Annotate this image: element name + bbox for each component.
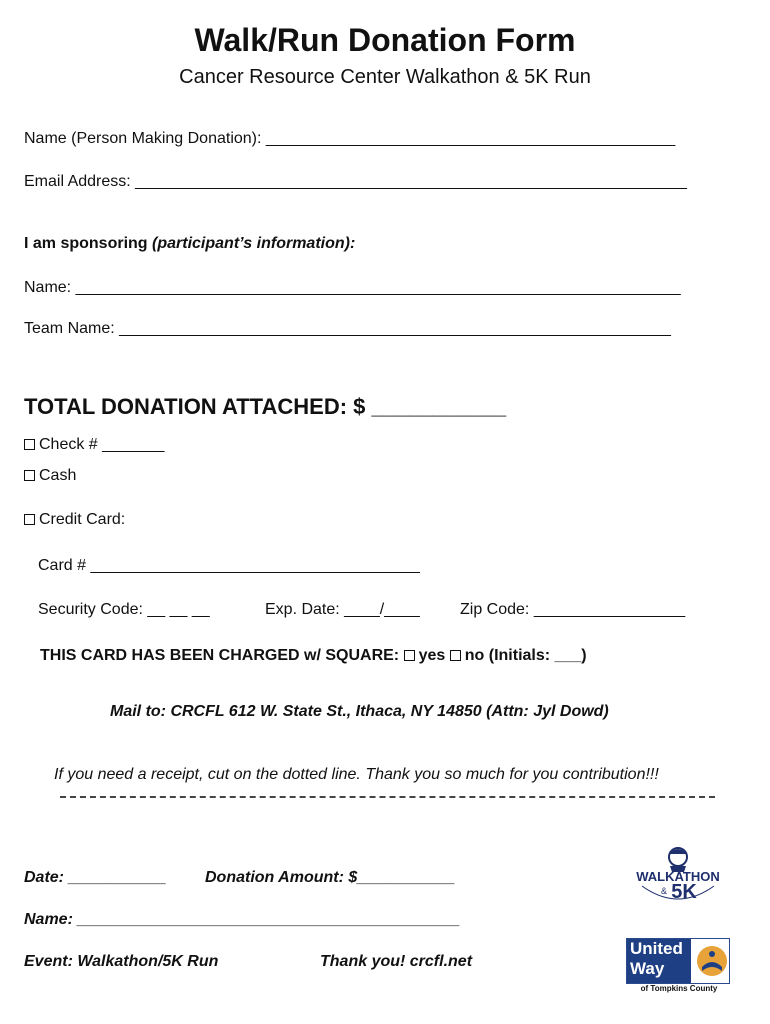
receipt-amount-field[interactable]: Donation Amount: $___________ bbox=[205, 869, 456, 886]
united-way-logo bbox=[626, 938, 732, 994]
checkbox-icon[interactable] bbox=[450, 650, 461, 661]
charged-yes-label: yes bbox=[418, 647, 446, 664]
receipt-name-field[interactable]: Name: ___________________________________________ bbox=[24, 911, 460, 928]
zip-code-field[interactable]: Zip Code: _________________ bbox=[460, 601, 686, 618]
sponsor-heading-text: I am sponsoring bbox=[24, 235, 148, 252]
credit-card-label: Credit Card: bbox=[39, 511, 126, 528]
receipt-note: If you need a receipt, cut on the dotted line. Thank you so much for you contribution!!! bbox=[54, 766, 659, 783]
mail-address: Mail to: CRCFL 612 W. State St., Ithaca, NY 14850 (Attn: Jyl Dowd) bbox=[110, 703, 609, 720]
charged-no-label: no (Initials: ___) bbox=[464, 647, 587, 664]
card-number-field[interactable]: Card # _____________________________________ bbox=[38, 557, 420, 574]
sponsor-heading-note: (participant’s information): bbox=[152, 235, 356, 252]
team-name-field[interactable]: Team Name: ______________________________________________________________ bbox=[24, 320, 671, 337]
receipt-thanks: Thank you! crcfl.net bbox=[320, 953, 473, 970]
checkbox-icon[interactable] bbox=[24, 514, 35, 525]
sponsor-heading bbox=[24, 235, 355, 253]
credit-card-option[interactable] bbox=[24, 511, 125, 529]
cash-label: Cash bbox=[39, 467, 77, 484]
cash-option[interactable] bbox=[24, 467, 76, 485]
united-word: United bbox=[630, 939, 683, 958]
walkathon-5k: 5K bbox=[671, 881, 697, 903]
donor-name-field[interactable]: Name (Person Making Donation): ______________________________________________ bbox=[24, 130, 676, 147]
check-option[interactable] bbox=[24, 436, 164, 454]
charged-label: THIS CARD HAS BEEN CHARGED w/ SQUARE: bbox=[40, 647, 400, 664]
receipt-event: Event: Walkathon/5K Run bbox=[24, 953, 219, 970]
security-code-field[interactable]: Security Code: __ __ __ bbox=[38, 601, 210, 618]
cut-line bbox=[60, 796, 715, 798]
receipt-date-field[interactable]: Date: ___________ bbox=[24, 869, 167, 886]
email-field[interactable]: Email Address: ______________________________________________________________ bbox=[24, 173, 687, 190]
united-way-wordmark bbox=[627, 939, 691, 983]
participant-name-field[interactable]: Name: ____________________________________________________________________ bbox=[24, 279, 681, 296]
exp-date-field[interactable]: Exp. Date: ____/____ bbox=[265, 601, 420, 618]
check-label: Check # _______ bbox=[39, 436, 165, 453]
page-subtitle: Cancer Resource Center Walkathon & 5K Run bbox=[179, 66, 591, 88]
united-way-subtitle: of Tompkins County bbox=[640, 984, 718, 993]
checkbox-icon[interactable] bbox=[24, 470, 35, 481]
checkbox-icon[interactable] bbox=[24, 439, 35, 450]
walkathon-word: WALKATHON bbox=[636, 869, 720, 884]
walkathon-amp: & bbox=[660, 886, 668, 896]
walkathon-logo bbox=[634, 846, 722, 916]
united-way-hand-icon bbox=[696, 943, 730, 979]
page-title: Walk/Run Donation Form bbox=[194, 22, 576, 58]
checkbox-icon[interactable] bbox=[404, 650, 415, 661]
charged-status bbox=[40, 647, 587, 665]
total-donation-field[interactable]: TOTAL DONATION ATTACHED: $ ___________ bbox=[24, 394, 507, 419]
walkathon-logo-graphic bbox=[634, 846, 722, 916]
way-word: Way bbox=[630, 959, 665, 978]
